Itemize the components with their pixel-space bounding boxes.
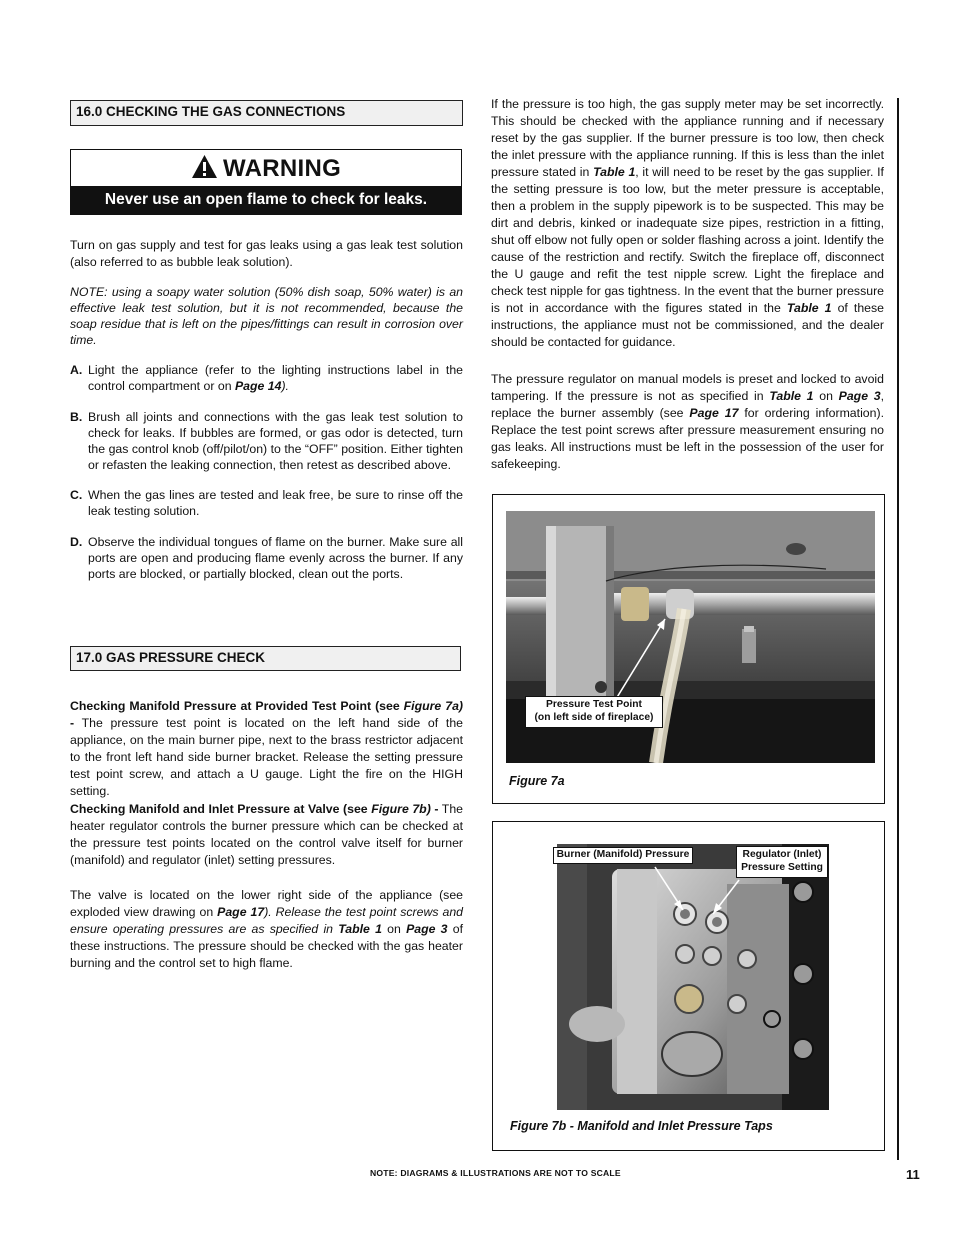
regulator-text-3: , replace the burner assembly (see [491,389,885,420]
step-c [70,487,463,519]
warning-triangle-icon [191,154,218,179]
step-b-letter: B. [70,410,83,424]
valve-location-text-4: of these instructions. The pressure should be checked with the gas heater burning and the control set to high flame. [70,922,463,970]
step-d-letter: D. [70,535,83,549]
valve-pressure-lead-end: - [430,802,439,816]
troubleshooting-text-2: , it will need to be reset by the gas supplier. If the setting pressure is too low, but the meter pressure is acceptable, then a problem in the supply pipework is to be suspected. This may be dirt and debris, kinked or inadequate size pipes, restriction in a fitting, shut off elbow not fully open or solder flashing across a joint. Identify the cause of the restriction and rectify. Switch the fireplace off, disconnect the U gauge and refit the test nipple screw. Light the fireplace and check test nipple for gas tightness. In the event that the burner pressure is not in accordance with the figures stated in the [491,165,884,315]
step-b [70,409,463,473]
figure-7b-ref: Figure 7b) [371,802,431,816]
pressure-test-point-callout [525,696,663,728]
warning-title-text: WARNING [222,155,342,182]
step-a-text-end: ). [281,379,289,393]
regulator-callout-line-1: Regulator (Inlet) [742,849,822,860]
step-a-letter: A. [70,363,83,377]
manifold-test-point-lead: Checking Manifold Pressure at Provided Test Point (see [70,699,404,713]
burner-manifold-callout [553,847,693,864]
step-b-text: Brush all joints and connections with the gas leak test solution to check for leaks. If bubbles are formed, or gas odor is detected, turn the gas control knob (off/pilot/on) to the “OFF” position. Either tighten or refasten the leaking connection, then retest as described above. [88,410,463,472]
manifold-test-point-paragraph [70,698,463,800]
valve-pressure-lead: Checking Manifold and Inlet Pressure at Valve (see [70,802,372,816]
valve-location-text-3: on [381,922,407,936]
leak-test-intro: Turn on gas supply and test for gas leaks using a gas leak test solution (also referred to as bubble leak solution). [70,238,463,269]
section-16-heading-text: 16.0 CHECKING THE GAS CONNECTIONS [76,104,346,119]
step-c-letter: C. [70,488,83,502]
page-17-ref: Page 17 [217,905,265,919]
regulator-text-4: for ordering information). Replace the test point screws after pressure measurement ensuring no gas leaks. All instructions must be left in the possession of the user for safekeeping. [491,406,884,471]
step-a-page-ref: Page 14 [234,379,282,393]
right-margin-rule [897,98,899,1160]
manifold-test-point-body: The pressure test point is located on the left hand side of the appliance, on the main burner pipe, next to the brass restrictor adjacent to the front left hand side burner bracket. Release the setting pressure test point screw, and attach a U gauge. Light the fire on the HIGH setting. [70,716,463,798]
scale-disclaimer: NOTE: DIAGRAMS & ILLUSTRATIONS ARE NOT TO SCALE [370,1168,621,1178]
valve-pressure-paragraph [70,801,463,869]
table-1-ref-1: Table 1 [593,165,636,179]
step-c-text: When the gas lines are tested and leak free, be sure to rinse off the leak testing solution. [88,488,463,518]
figure-7b-frame [492,821,885,1151]
valve-location-text-2: ). Release the test point screws and ensure operating pressures are as specified in [70,905,463,936]
regulator-text-1: The pressure regulator on manual models is preset and locked to avoid tampering. If the pressure is not as specified in [491,372,884,403]
soapy-water-note: NOTE: using a soapy water solution (50% dish soap, 50% water) is an effective leak test solution, but it is not recommended, because the soap residue that is left on the pipes/fittings can result in corrosion over time. [70,285,463,347]
callout-line-1: Pressure Test Point [546,699,642,710]
page-3-ref-2: Page 3 [838,389,881,403]
valve-pressure-body: The heater regulator controls the burner pressure which can be checked at the pressure test points located on the control valve itself for burner (manifold) and regulator (inlet) setting pressures. [70,802,464,867]
figure-7a-ref: Figure 7a) [403,699,464,713]
section-17-heading-text: 17.0 GAS PRESSURE CHECK [76,650,266,665]
callout-line-2: (on left side of fireplace) [534,711,654,723]
troubleshooting-text-1: If the pressure is too high, the gas supply meter may be set incorrectly. This should be checked with the appliance running and if necessary reset by the gas supplier. If the burner pressure is too low, then check the inlet pressure with the appliance running. If this is less than the inlet pressure stated in [491,97,884,179]
table-1-ref-2: Table 1 [786,301,832,315]
warning-box [70,149,462,215]
valve-location-paragraph [70,887,463,972]
valve-location-text-1: The valve is located on the lower right side of the appliance (see exploded view drawing on [70,888,463,919]
figure-7b-caption: Figure 7b - Manifold and Inlet Pressure Taps [510,1119,773,1133]
page-3-ref: Page 3 [406,922,448,936]
troubleshooting-text-3: of these instructions, the appliance must not be commissioned, and the dealer should be contacted for guidance. [491,301,884,349]
regulator-paragraph [491,371,884,473]
manifold-test-point-lead-end: - [70,716,75,730]
page-number: 11 [906,1167,920,1182]
regulator-inlet-callout [736,846,828,878]
burner-manifold-callout-text: Burner (Manifold) Pressure [556,849,690,860]
step-a-text-main: Light the appliance (refer to the lighting instructions label in the control compartment or on [88,363,463,393]
section-17-heading [70,646,461,671]
figure-7a-caption: Figure 7a [509,774,565,788]
step-a-text [88,362,463,394]
section-16-heading [70,100,463,126]
step-d [70,534,463,582]
table-1-ref-3: Table 1 [769,389,814,403]
figure-7a-pointer-arrow [493,495,886,805]
step-a [70,362,463,394]
page-17-ref-2: Page 17 [689,406,739,420]
warning-message: Never use an open flame to check for leaks. [71,186,461,214]
pressure-troubleshooting-paragraph [491,96,884,351]
figure-7a-frame [492,494,885,804]
table-1-ref: Table 1 [338,922,382,936]
regulator-callout-line-2: Pressure Setting [741,861,823,873]
step-d-text: Observe the individual tongues of flame on the burner. Make sure all ports are open and producing flame evenly across the burner. If any ports are blocked, or partially blocked, clean out the ports. [88,535,463,581]
warning-title [71,154,461,184]
regulator-text-2: on [813,389,839,403]
